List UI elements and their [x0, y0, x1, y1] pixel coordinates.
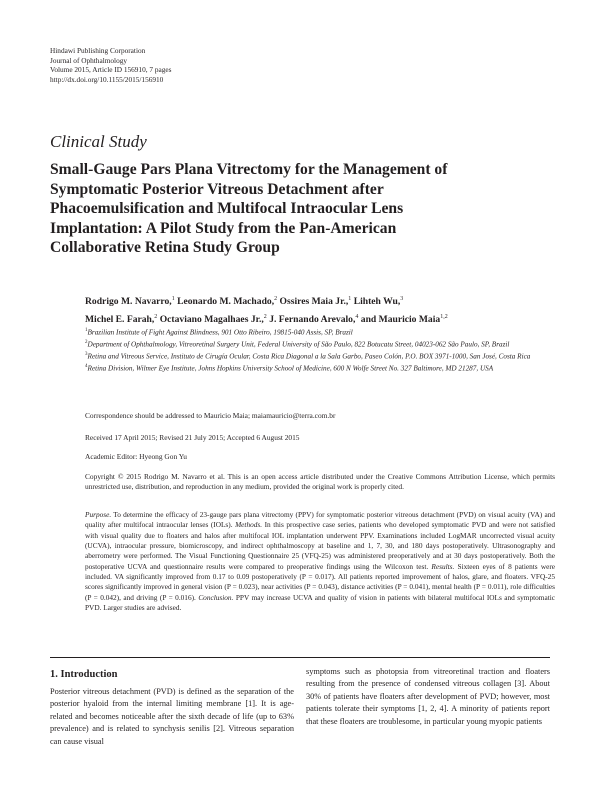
- affiliation-text: Retina Division, Wilmer Eye Institute, Johns Hopkins University School of Medicine, 600 N Wolfe Street No. 327 Baltimore, MD 21287, USA: [87, 364, 494, 373]
- author-name: Michel E. Farah,: [85, 313, 155, 325]
- correspondence: Correspondence should be addressed to Mauricio Maia; maiamauricio@terra.com.br: [85, 411, 336, 420]
- article-title: [50, 160, 550, 258]
- title-line: Symptomatic Posterior Vitreous Detachment after: [50, 180, 384, 198]
- author-list: [85, 292, 555, 327]
- author-name: Rodrigo M. Navarro,: [85, 296, 172, 308]
- section-divider: [50, 657, 550, 658]
- journal-name: Journal of Ophthalmology: [50, 55, 128, 65]
- author-affil-ref: 2: [154, 313, 158, 320]
- title-line: Implantation: A Pilot Study from the Pan-American: [50, 219, 397, 237]
- affiliation-text: Brazilian Institute of Fight Against Blindness, 901 Otto Ribeiro, 19815-040 Assis, SP, Brazil: [87, 328, 353, 337]
- author-affil-ref: 1: [171, 296, 175, 302]
- abstract-results-label: Results.: [431, 561, 455, 571]
- abstract-purpose: To determine the efficacy of 23-gauge pars plana vitrectomy (PPV) for symptomatic posterior vitreous detachment (PVD) on visual acuity (VA) and quality after multifocal intraocular lenses (IOLs).: [85, 510, 555, 530]
- section-heading: 1. Introduction: [50, 669, 118, 680]
- body-column-right: symptoms such as photopsia from vitreoretinal traction and floaters resulting from the presence of condensed vitreous collagen [3]. About 30% of patients have floaters after development of PVD; however, most patients tolerate their symptoms [1, 2, 4]. A minority of patients report that these floaters are troublesome, in particular young myopic patients: [306, 667, 550, 726]
- article-type: Clinical Study: [50, 132, 147, 151]
- abstract-conclusion-label: Conclusion.: [198, 592, 234, 602]
- author-name: and Mauricio Maia: [360, 313, 441, 325]
- title-line: Collaborative Retina Study Group: [50, 239, 280, 257]
- publisher: Hindawi Publishing Corporation: [50, 46, 146, 55]
- author-affil-ref: 4: [355, 313, 359, 320]
- academic-editor: Academic Editor: Hyeong Gon Yu: [85, 452, 187, 461]
- abstract-purpose-label: Purpose.: [85, 510, 112, 519]
- author-affil-ref: 3: [400, 296, 404, 302]
- affiliation: [85, 338, 555, 350]
- author-name: J. Fernando Arevalo,: [269, 313, 356, 325]
- author-name: Leonardo M. Machado,: [177, 296, 275, 308]
- affiliations: [85, 326, 555, 374]
- author-affil-ref: 1,2: [440, 313, 448, 320]
- affiliation-number: 2: [85, 339, 88, 345]
- affiliation-number: 4: [85, 363, 88, 369]
- abstract-conclusion: PPV may increase UCVA and quality of vision in patients with bilateral multifocal IOLs and symptomatic PVD. Larger studies are advised.: [85, 592, 555, 613]
- copyright-notice: Copyright © 2015 Rodrigo M. Navarro et al. This is an open access article distributed under the Creative Commons Attribution License, which permits unrestricted use, distribution, and reproduction in any medium, provided the original work is properly cited.: [85, 472, 555, 492]
- abstract-results: Sixteen eyes of 8 patients were included. VA significantly improved from 0.17 to 0.09 postoperatively (P = 0.017). All patients reported improvement of halos, glare, and floaters. VFQ-25 scores significantly improved in general vision (P = 0.023), near activities (P = 0.043), distance activities (P = 0.041), mental health (P = 0.011), role difficulties (P = 0.042), and driving (P = 0.016).: [85, 561, 555, 602]
- title-line: Small-Gauge Pars Plana Vitrectomy for the Management of: [50, 161, 448, 178]
- abstract-methods: In this prospective case series, patients who developed symptomatic PVD and were not satisfied with visual quality due to floaters and halos after multifocal IOL implantation underwent PPV. Examinations included LogMAR uncorrected visual acuity (UCVA), intraocular pressure, biomicroscopy, and indirect ophthalmoscopy at baseline and 1, 7, 30, and 180 days postoperatively. Ultrasonography and aberrometry were performed. The Visual Functioning Questionnaire 25 (VFQ-25) was administered preoperatively and at 30 days postoperatively. Both the postoperative UCVA and questionnaire results were compared to preoperative findings using the Wilcoxon test.: [85, 520, 556, 571]
- affiliation-number: 1: [85, 328, 88, 333]
- author-name: Octaviano Magalhaes Jr.,: [159, 313, 264, 325]
- author-name: Lihteh Wu,: [353, 296, 401, 308]
- author-affil-ref: 2: [263, 313, 267, 320]
- author-affil-ref: 1: [348, 296, 352, 302]
- affiliation: [85, 362, 555, 374]
- affiliation-text: Retina and Vitreous Service, Instituto de Cirugía Ocular, Costa Rica Diagonal a la Sala Garbo, Paseo Colón, P.O. BOX 3971-1000, San José, Costa Rica: [87, 352, 531, 361]
- title-line: Phacoemulsification and Multifocal Intraocular Lens: [50, 200, 404, 218]
- volume-info: Volume 2015, Article ID 156910, 7 pages: [50, 65, 172, 75]
- affiliation: [85, 326, 555, 338]
- author-affil-ref: 2: [274, 296, 278, 302]
- doi-link[interactable]: http://dx.doi.org/10.1155/2015/156910: [50, 74, 164, 84]
- affiliation-text: Department of Ophthalmology, Vitreoretinal Surgery Unit, Federal University of São Paulo, 822 Botucatu Street, 04023-062 São Paulo, SP, Brazil: [87, 340, 510, 349]
- abstract: [85, 510, 555, 613]
- affiliation: [85, 350, 555, 362]
- abstract-methods-label: Methods.: [235, 520, 263, 530]
- article-dates: Received 17 April 2015; Revised 21 July 2015; Accepted 6 August 2015: [85, 433, 300, 442]
- body-column-left: Posterior vitreous detachment (PVD) is defined as the separation of the posterior hyaloid from the internal limiting membrane [1]. It is age-related and becomes noticeable after the sixth decade of life (up to 63% prevalence) and is related to synchysis senilis [2]. Vitreous separation can cause visual: [50, 687, 294, 746]
- journal-header: [50, 46, 171, 84]
- affiliation-number: 3: [85, 351, 88, 357]
- author-name: Ossires Maia Jr.,: [279, 296, 349, 308]
